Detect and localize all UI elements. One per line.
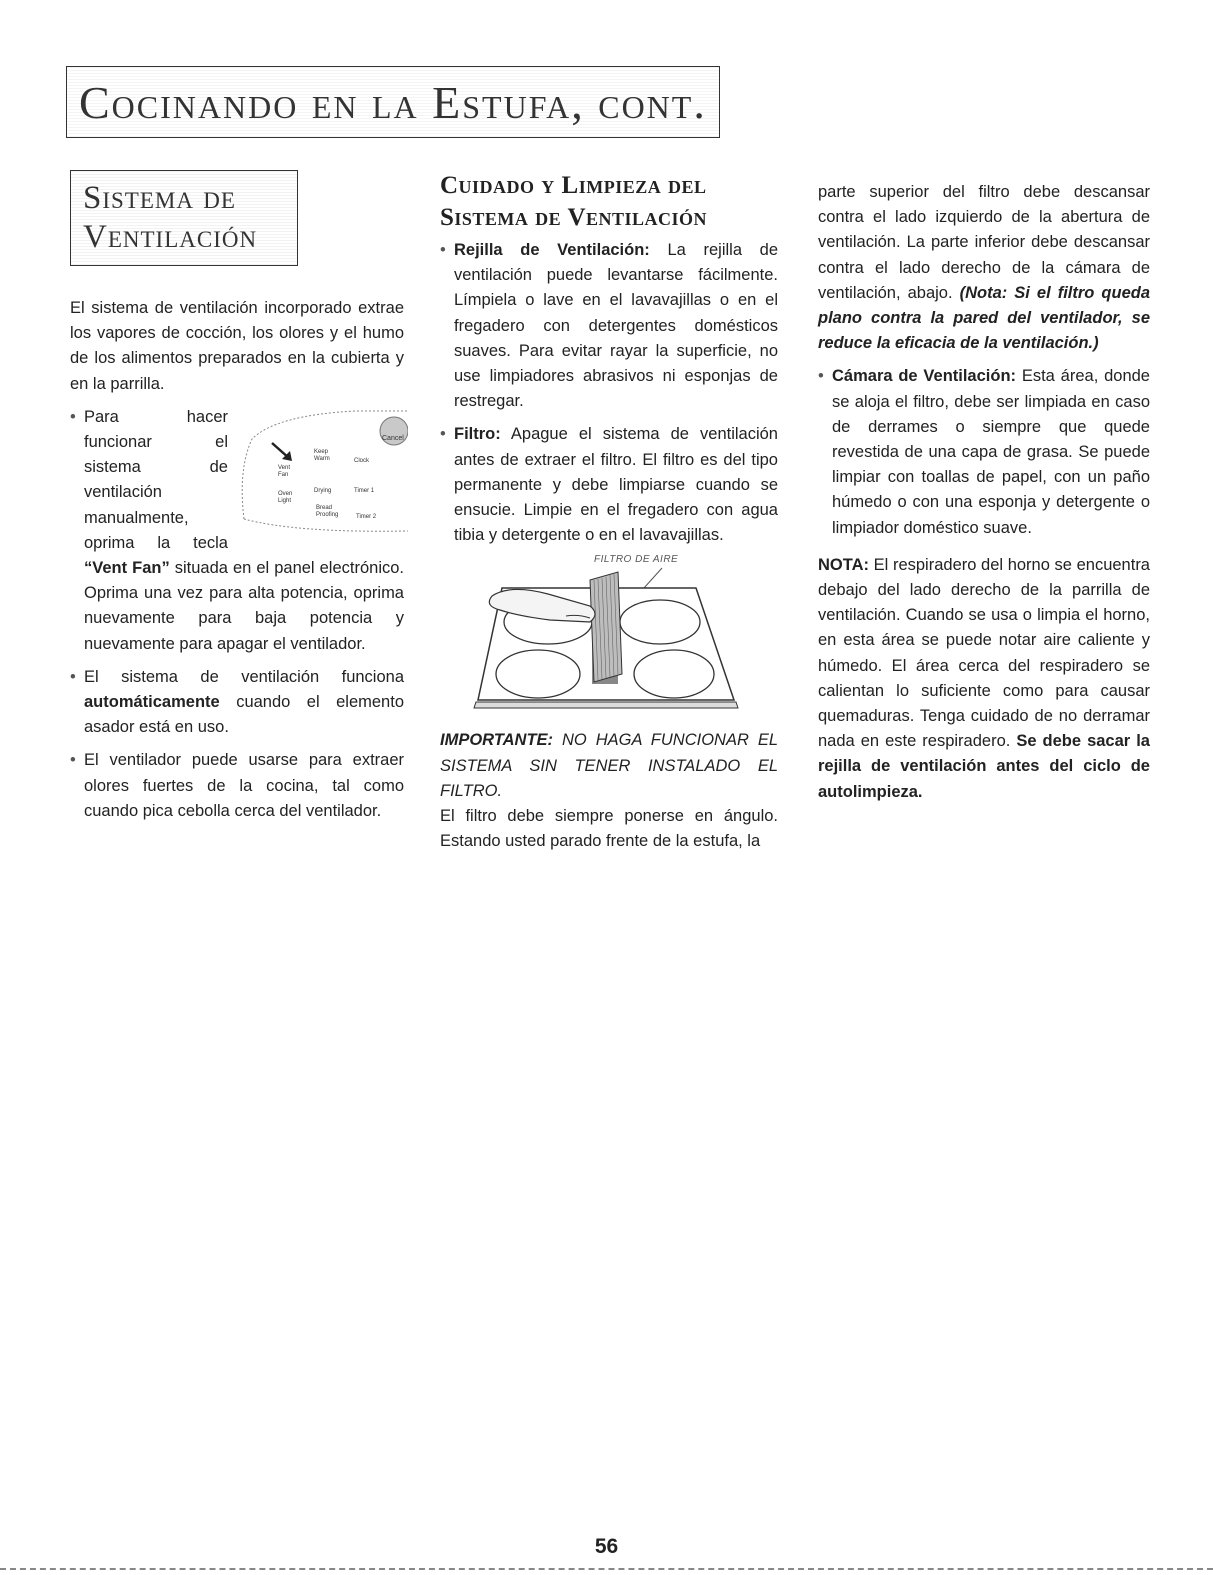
bullet-grille <box>440 238 778 414</box>
column-left <box>70 170 404 824</box>
column-middle <box>440 170 778 854</box>
filter-label: Filtro: <box>454 425 501 444</box>
section-heading-line1: Sistema de <box>83 180 236 216</box>
vent-fan-key-name: “Vent Fan” <box>84 559 170 578</box>
chamber-bullets <box>818 364 1150 540</box>
page-number: 56 <box>594 1535 619 1558</box>
column-right <box>818 180 1150 805</box>
filter-angle-paragraph: El filtro debe siempre ponerse en ángulo. Estando usted parado frente de la estufa, la <box>440 807 778 851</box>
intro-paragraph: El sistema de ventilación incorporado extrae los vapores de cocción, los olores y el humo de los alimentos preparados en la cubierta y en la parrilla. <box>70 299 404 393</box>
ventilation-bullets <box>70 405 404 824</box>
bullet-chamber <box>818 364 1150 540</box>
bullet-manual <box>70 405 404 657</box>
care-section-title <box>440 170 778 234</box>
care-title-line2: Sistema de Ventilación <box>440 204 708 231</box>
drying-key-label: Drying <box>314 487 332 494</box>
control-panel-illustration <box>236 409 408 541</box>
bullet-automatic-text2: cuando el elemento asador está en uso. <box>84 693 404 737</box>
nota-label: NOTA: <box>818 555 870 574</box>
nota-text: El respiradero del horno se encuentra debajo del lado derecho de la parrilla de ventilación. Cuando se usa o limpia el horno, en esta área se puede notar aire caliente y húmedo. El área cerca del respiradero se calientan lo suficiente como para causar quemaduras. Tenga cuidado de no derramar nada en este respiradero. <box>818 555 1150 751</box>
nota-bold-warning: Se debe sacar la rejilla de ventilación antes del ciclo de autolimpieza. <box>818 732 1150 801</box>
section-heading-box <box>70 170 298 266</box>
section-heading-line2: Ventilación <box>83 219 258 255</box>
cooktop-filter-drawing <box>440 566 778 726</box>
bullet-automatic-text1: El sistema de ventilación funciona <box>84 667 404 686</box>
air-filter-caption: FILTRO DE AIRE <box>594 554 679 566</box>
oven-light-key-label: Oven Light <box>278 490 293 504</box>
bullet-manual-text1: Para hacer funcionar el sistema de ventilación manualmente, oprima la tecla <box>84 407 228 552</box>
care-title-line1: Cuidado y Limpieza del <box>440 172 707 199</box>
chamber-label: Cámara de Ventilación: <box>832 367 1017 386</box>
filter-text: Apague el sistema de ventilación antes de extraer el filtro. El filtro es del tipo permanente y debe limpiarse cuando se ensucie. Limpie en el fregadero con agua tibia y detergente o en el lavavajillas. <box>454 425 778 545</box>
oven-vent-note <box>818 553 1150 805</box>
timer2-key-label: Timer 2 <box>356 513 377 520</box>
bread-proofing-key-label: Bread Proofing <box>316 504 339 518</box>
filter-position-paragraph <box>818 180 1150 356</box>
page-title: Cocinando en la Estufa, cont. <box>66 66 720 138</box>
vent-fan-key-label: Vent Fan <box>278 464 291 478</box>
grille-label: Rejilla de Ventilación: <box>454 241 650 259</box>
filter-flat-note: (Nota: Si el filtro queda plano contra la pared del ventilador, se reduce la eficacia de la ventilación.) <box>818 283 1150 353</box>
bullet-manual-text2: situada en el panel electrónico. Oprima una vez para alta potencia, oprima nuevamente para baja potencia y nuevamente para apagar el ventilador. <box>84 559 404 653</box>
keep-warm-key-label: Keep Warm <box>314 448 330 462</box>
cancel-key-label: • Cancel <box>382 434 404 442</box>
clock-key-label: Clock <box>354 457 370 464</box>
care-bullets <box>440 238 778 548</box>
air-filter-figure <box>440 554 778 724</box>
important-text: NO HAGA FUNCIONAR EL SISTEMA SIN TENER INSTALADO EL FILTRO. <box>440 731 778 800</box>
bullet-odors: • El ventilador puede usarse para extraer olores fuertes de la cocina, tal como cuando pica cebolla cerca del ventilador. <box>70 748 404 824</box>
chamber-text: Esta área, donde se aloja el filtro, debe ser limpiada en caso de derrames o siempre que quede revestida de una capa de grasa. Se puede limpiar con toallas de papel, con un paño húmedo o con una esponja y detergente o limpiador doméstico suave. <box>832 367 1150 537</box>
bullet-automatic <box>70 665 404 741</box>
timer1-key-label: Timer 1 <box>354 487 375 494</box>
important-label: IMPORTANTE: <box>440 731 554 750</box>
bullet-automatic-bold: automáticamente <box>84 693 220 712</box>
grille-text: La rejilla de ventilación puede levantarse fácilmente. Límpiela o lave en el lavavajillas o en el fregadero con detergentes domésticos suaves. Para evitar rayar la superficie, no use limpiadores abrasivos ni esponjas de restregar. <box>454 241 779 411</box>
important-note <box>440 728 778 804</box>
bullet-filter <box>440 422 778 548</box>
filter-position-text: parte superior del filtro debe descansar contra el lado izquierdo de la abertura de ventilación. La parte inferior debe descansar contra el lado derecho de la cámara de ventilación, abajo. <box>818 183 1150 302</box>
footer-divider <box>0 1568 1213 1570</box>
